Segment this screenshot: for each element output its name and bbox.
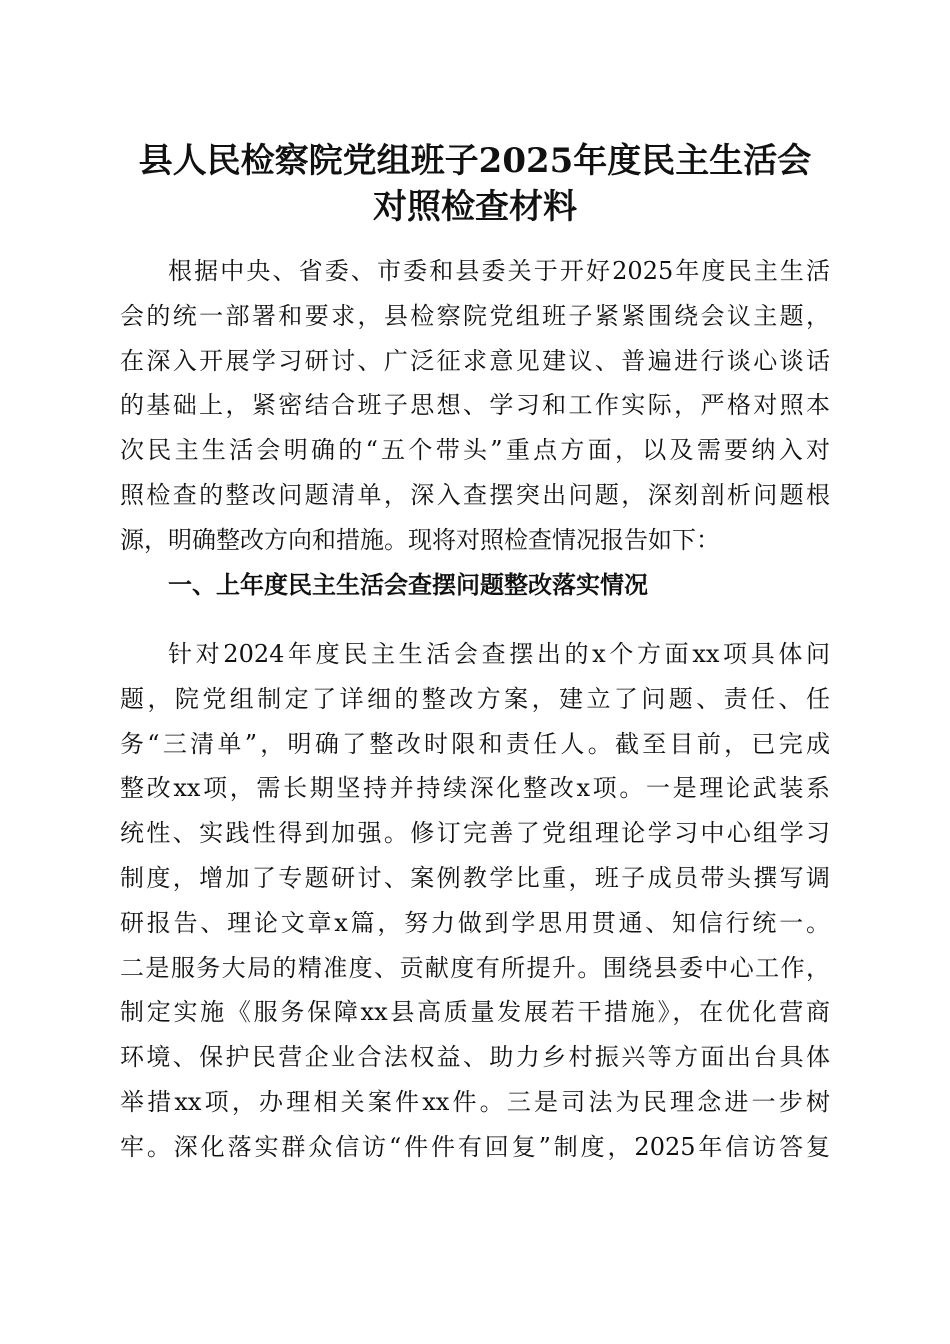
section-heading-1: 一、上年度民主生活会查摆问题整改落实情况 <box>168 571 648 599</box>
intro-line: 在深入开展学习研讨、广泛征求意见建议、普遍进行谈心谈话 <box>120 346 830 375</box>
paragraph-line: 环境、保护民营企业合法权益、助力乡村振兴等方面出台具体 <box>120 1043 830 1072</box>
paragraph-line: 二是服务大局的精准度、贡献度有所提升。围绕县委中心工作， <box>120 953 830 982</box>
intro-line: 的基础上，紧密结合班子思想、学习和工作实际，严格对照本 <box>120 391 830 420</box>
intro-line: 次民主生活会明确的“五个带头”重点方面，以及需要纳入对 <box>120 436 830 465</box>
intro-line: 照检查的整改问题清单，深入查摆突出问题，深刻剖析问题根 <box>120 480 830 509</box>
paragraph-line: 整改xx项，需长期坚持并持续深化整改x项。一是理论武装系 <box>120 774 830 803</box>
intro-line: 根据中央、省委、市委和县委关于开好2025年度民主生活 <box>168 257 830 285</box>
paragraph-line: 研报告、理论文章x篇，努力做到学思用贯通、知信行统一。 <box>120 908 830 937</box>
document-title-line-1: 县人民检察院党组班子2025年度民主生活会 <box>138 141 812 181</box>
paragraph-line: 制定实施《服务保障xx县高质量发展若干措施》，在优化营商 <box>120 998 830 1027</box>
paragraph-line: 务“三清单”，明确了整改时限和责任人。截至目前，已完成 <box>120 729 830 758</box>
section1-paragraph <box>120 632 830 1170</box>
paragraph-line: 统性、实践性得到加强。修订完善了党组理论学习中心组学习 <box>120 819 830 848</box>
document-title-line-2: 对照检查材料 <box>373 187 577 227</box>
paragraph-line: 牢。深化落实群众信访“件件有回复”制度，2025年信访答复 <box>120 1132 830 1161</box>
paragraph-line: 针对2024年度民主生活会查摆出的x个方面xx项具体问 <box>168 640 830 668</box>
paragraph-line: 举措xx项，办理相关案件xx件。三是司法为民理念进一步树 <box>120 1087 830 1116</box>
paragraph-line: 制度，增加了专题研讨、案例教学比重，班子成员带头撰写调 <box>120 863 830 892</box>
intro-line: 源，明确整改方向和措施。现将对照检查情况报告如下： <box>120 525 720 554</box>
paragraph-line: 题，院党组制定了详细的整改方案，建立了问题、责任、任 <box>120 684 830 713</box>
intro-paragraph <box>120 249 830 563</box>
intro-line: 会的统一部署和要求，县检察院党组班子紧紧围绕会议主题， <box>120 301 830 330</box>
